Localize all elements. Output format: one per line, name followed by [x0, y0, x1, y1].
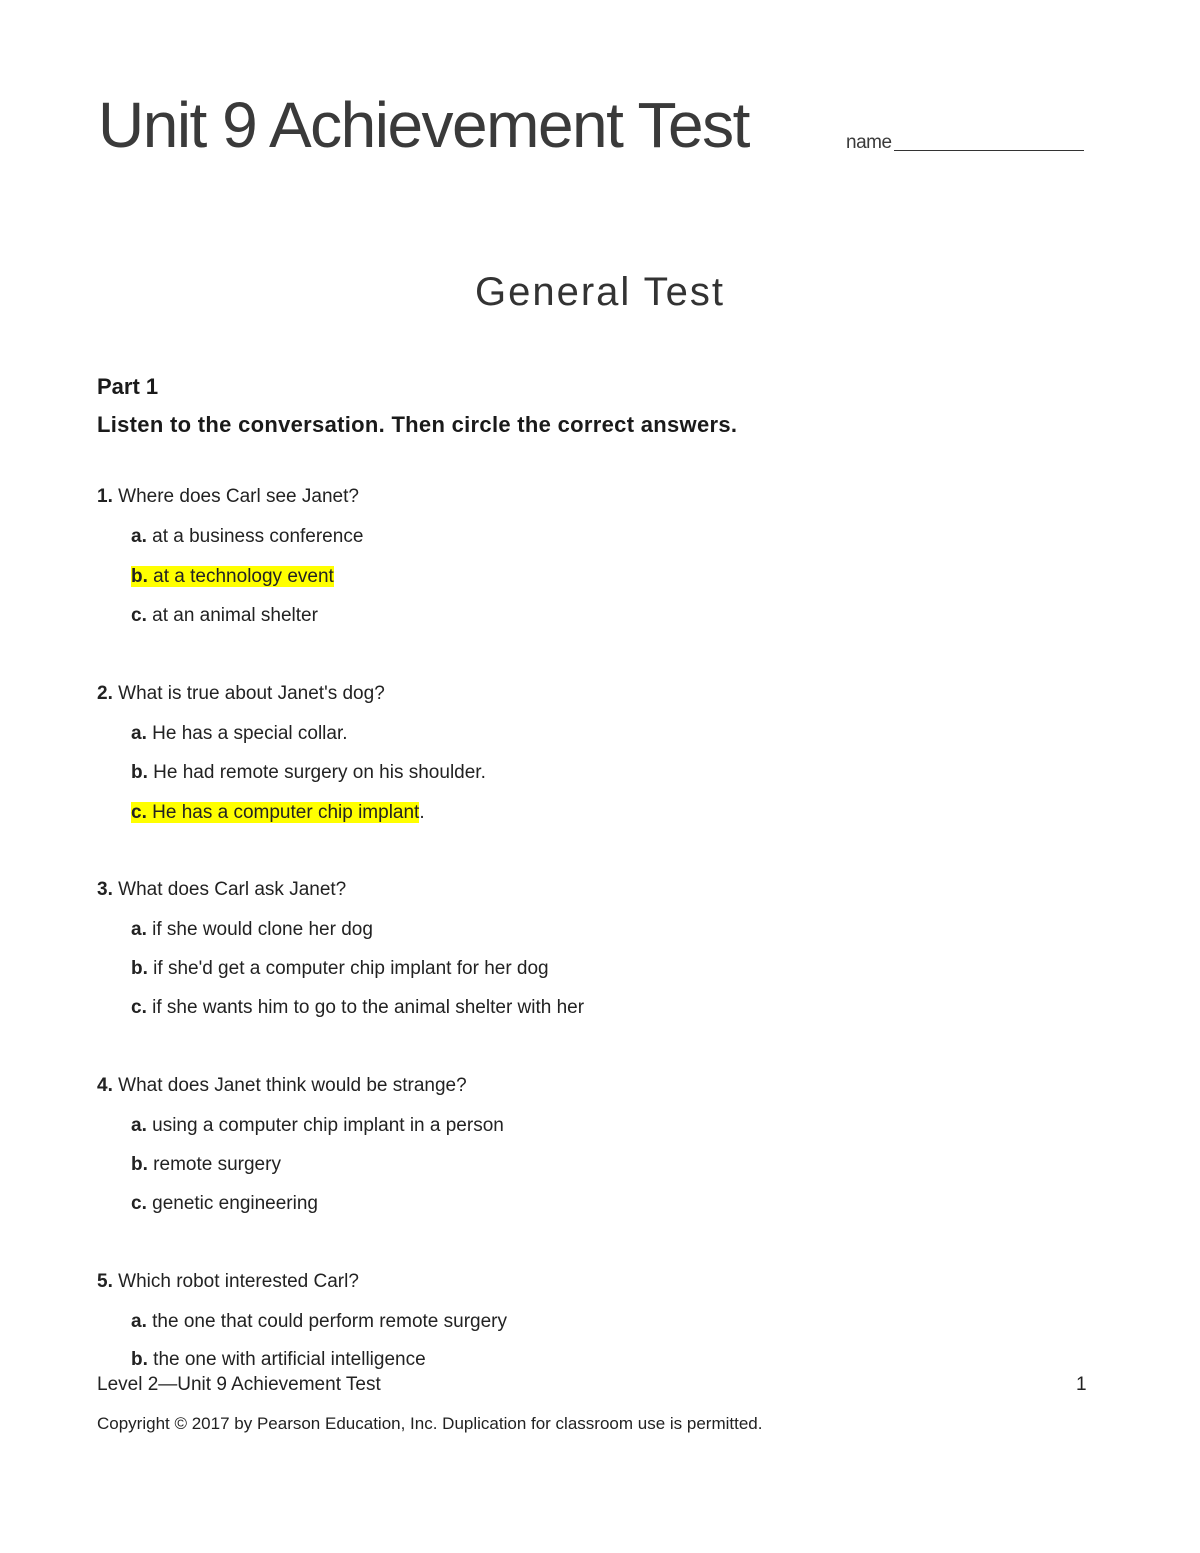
- question-1-option-a: [131, 526, 363, 548]
- question-number: 2.: [97, 683, 113, 704]
- question-5-option-b: [131, 1349, 426, 1371]
- option-text: if she wants him to go to the animal shelter with her: [152, 997, 585, 1018]
- question-4-option-a: [131, 1115, 504, 1137]
- option-letter: a.: [131, 723, 147, 744]
- question-1: [97, 486, 359, 508]
- section-title: General Test: [474, 270, 726, 314]
- question-4-option-c: [131, 1193, 318, 1215]
- option-letter: b.: [131, 958, 148, 979]
- question-4-option-b: [131, 1154, 281, 1176]
- question-3-option-a: [131, 919, 373, 941]
- footer-title: Level 2—Unit 9 Achievement Test: [97, 1374, 381, 1395]
- option-letter: c.: [131, 997, 147, 1018]
- option-letter: b.: [131, 762, 148, 783]
- question-1-option-b: [131, 566, 334, 588]
- option-suffix: .: [419, 802, 425, 823]
- option-letter: b.: [131, 1349, 148, 1370]
- question-5: [97, 1271, 359, 1293]
- question-2: [97, 683, 385, 705]
- option-text: using a computer chip implant in a person: [152, 1115, 504, 1136]
- option-text: He has a computer chip implant: [152, 802, 420, 823]
- question-text: What does Carl ask Janet?: [118, 879, 347, 900]
- question-number: 4.: [97, 1075, 113, 1096]
- question-2-option-a: [131, 723, 348, 745]
- question-3: [97, 879, 346, 901]
- question-5-option-a: [131, 1311, 507, 1333]
- question-2-option-c: [131, 802, 425, 824]
- question-3-option-c: [131, 997, 584, 1019]
- question-3-option-b: [131, 958, 549, 980]
- option-letter: a.: [131, 1115, 147, 1136]
- highlighted-answer: [131, 802, 419, 823]
- option-letter: a.: [131, 1311, 147, 1332]
- option-text: remote surgery: [153, 1154, 281, 1175]
- highlighted-answer: [131, 566, 334, 587]
- question-1-option-c: [131, 605, 318, 627]
- option-letter: a.: [131, 526, 147, 547]
- question-4: [97, 1075, 467, 1097]
- page-number: 1: [1076, 1374, 1087, 1395]
- option-letter: a.: [131, 919, 147, 940]
- option-letter: b.: [131, 566, 148, 587]
- part-instructions: Listen to the conversation. Then circle the correct answers.: [97, 412, 738, 437]
- option-text: at a technology event: [153, 566, 334, 587]
- page-title: Unit 9 Achievement Test: [98, 89, 749, 161]
- option-letter: c.: [131, 605, 147, 626]
- question-number: 5.: [97, 1271, 113, 1292]
- question-number: 3.: [97, 879, 113, 900]
- option-letter: b.: [131, 1154, 148, 1175]
- option-text: He had remote surgery on his shoulder.: [153, 762, 486, 783]
- name-blank-line: [894, 150, 1084, 151]
- question-text: What is true about Janet's dog?: [118, 683, 385, 704]
- copyright-notice: Copyright © 2017 by Pearson Education, Inc. Duplication for classroom use is permitted.: [97, 1414, 763, 1433]
- question-text: Where does Carl see Janet?: [118, 486, 359, 507]
- option-text: at an animal shelter: [152, 605, 318, 626]
- option-text: the one that could perform remote surgery: [152, 1311, 507, 1332]
- question-text: What does Janet think would be strange?: [118, 1075, 467, 1096]
- option-text: if she would clone her dog: [152, 919, 373, 940]
- option-text: the one with artificial intelligence: [153, 1349, 426, 1370]
- option-letter: c.: [131, 1193, 147, 1214]
- option-text: He has a special collar.: [152, 723, 348, 744]
- question-number: 1.: [97, 486, 113, 507]
- question-text: Which robot interested Carl?: [118, 1271, 359, 1292]
- name-field: [846, 132, 1084, 154]
- name-label: name: [846, 132, 892, 153]
- option-text: at a business conference: [152, 526, 364, 547]
- option-letter: c.: [131, 802, 147, 823]
- option-text: if she'd get a computer chip implant for her dog: [153, 958, 549, 979]
- option-text: genetic engineering: [152, 1193, 318, 1214]
- part-label: Part 1: [97, 374, 159, 399]
- question-2-option-b: [131, 762, 486, 784]
- title-row: [98, 88, 1090, 168]
